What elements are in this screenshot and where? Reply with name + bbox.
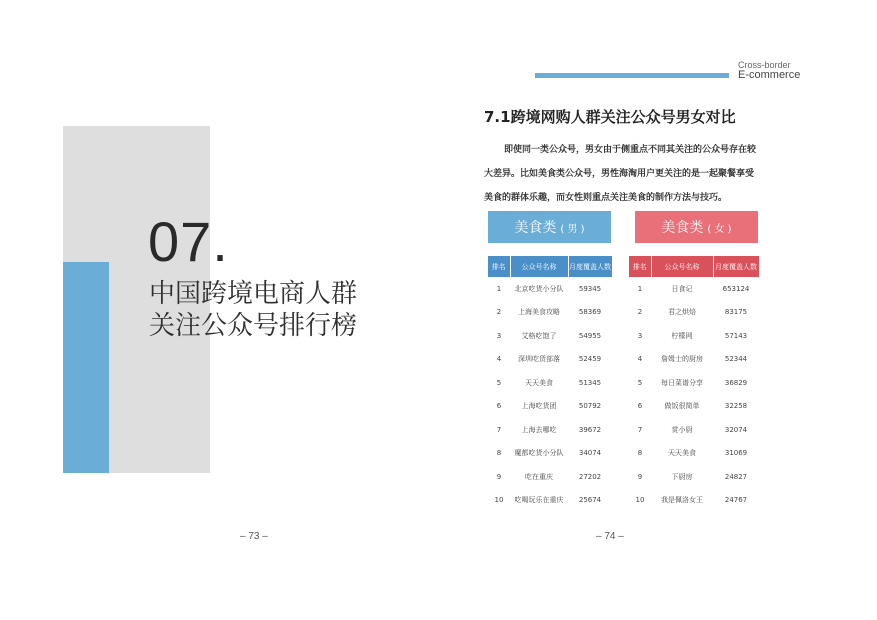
- header-monthly-coverage: 月度覆盖人数: [713, 256, 759, 277]
- table-row: [488, 277, 612, 301]
- rank-cell: 10: [494, 496, 504, 505]
- table-row: [488, 442, 612, 466]
- male-ranking-table: [488, 256, 613, 512]
- table-row: [629, 301, 759, 325]
- male-category-label: 美食类: [514, 220, 557, 236]
- account-name-cell: 君之烘焙: [668, 308, 696, 317]
- account-name-cell: 詹姆士的厨房: [661, 355, 703, 364]
- page-number-left: – 73 –: [240, 531, 268, 542]
- coverage-cell: 34074: [578, 449, 602, 458]
- female-category-box: [635, 211, 758, 243]
- header-rank: 排名: [629, 256, 651, 277]
- header-account-name: 公众号名称: [510, 256, 568, 277]
- account-name-cell: 赏小厨: [671, 425, 693, 434]
- account-name-cell: 柠檬网: [671, 331, 693, 340]
- header-accent-line: [535, 73, 729, 78]
- header-rank: 排名: [488, 256, 510, 277]
- header-big-text: E-commerce: [738, 69, 801, 81]
- coverage-cell: 31069: [724, 449, 748, 458]
- rank-cell: 8: [637, 449, 643, 458]
- table-row: [629, 489, 759, 513]
- chapter-blue-block: [63, 262, 109, 473]
- male-category-box: [488, 211, 611, 243]
- coverage-cell: 54955: [578, 331, 602, 340]
- paragraph-line: 大差异。比如美食类公众号，男性海淘用户更关注的是一起聚餐享受: [484, 169, 755, 179]
- coverage-cell: 24767: [724, 496, 748, 505]
- table-row: [629, 324, 759, 348]
- account-name-cell: 上海去哪吃: [521, 425, 557, 434]
- coverage-cell: 51345: [578, 378, 602, 387]
- rank-cell: 7: [637, 425, 643, 434]
- account-name-cell: 上海吃货团: [521, 402, 557, 411]
- account-name-cell: 吃在重庆: [525, 472, 553, 481]
- table-header-row: [488, 256, 612, 277]
- account-name-cell: 日食记: [671, 284, 693, 293]
- rank-cell: 5: [496, 378, 502, 387]
- female-category-label: 美食类: [661, 220, 704, 236]
- coverage-cell: 36829: [724, 378, 748, 387]
- rank-cell: 6: [496, 402, 502, 411]
- female-tag: ( 女 ): [707, 223, 732, 235]
- rank-cell: 7: [496, 425, 502, 434]
- rank-cell: 2: [496, 308, 502, 317]
- table-row: [629, 371, 759, 395]
- header-small-text: Cross-border: [738, 60, 791, 70]
- account-name-cell: 天天美食: [525, 378, 553, 387]
- account-name-cell: 下厨房: [671, 472, 693, 481]
- coverage-cell: 52459: [578, 355, 602, 364]
- table-row: [488, 301, 612, 325]
- rank-cell: 2: [637, 308, 643, 317]
- coverage-cell: 32258: [724, 402, 748, 411]
- paragraph-line: 美食的群体乐趣，而女性则重点关注美食的制作方法与技巧。: [484, 193, 728, 203]
- page-number-right: – 74 –: [596, 531, 624, 542]
- account-name-cell: 深圳吃货部落: [518, 355, 560, 364]
- coverage-cell: 50792: [578, 402, 602, 411]
- account-name-cell: 艾格吃饱了: [521, 331, 557, 340]
- coverage-cell: 57143: [724, 331, 748, 340]
- account-name-cell: 做饭很简单: [664, 402, 700, 411]
- coverage-cell: 27202: [578, 472, 602, 481]
- rank-cell: 5: [637, 378, 643, 387]
- table-row: [629, 418, 759, 442]
- table-row: [629, 395, 759, 419]
- coverage-cell: 58369: [578, 308, 602, 317]
- chapter-title-line2: 关注公众号排行榜: [149, 311, 358, 341]
- table-row: [629, 348, 759, 372]
- account-name-cell: 上海美食攻略: [518, 308, 560, 317]
- coverage-cell: 25674: [578, 496, 602, 505]
- coverage-cell: 83175: [724, 308, 748, 317]
- account-name-cell: 魔都吃货小分队: [514, 449, 564, 458]
- male-tag: ( 男 ): [560, 223, 585, 235]
- section-title: 7.1跨境网购人群关注公众号男女对比: [484, 108, 736, 126]
- rank-cell: 4: [637, 355, 643, 364]
- rank-cell: 10: [635, 496, 645, 505]
- section-paragraph: [484, 138, 784, 210]
- chapter-title: [149, 278, 357, 342]
- female-ranking-table: [629, 256, 760, 512]
- table-row: [488, 465, 612, 489]
- table-row: [488, 324, 612, 348]
- coverage-cell: 52344: [724, 355, 748, 364]
- rank-cell: 1: [496, 284, 502, 293]
- coverage-cell: 24827: [724, 472, 748, 481]
- table-row: [488, 418, 612, 442]
- rank-cell: 8: [496, 449, 502, 458]
- chapter-title-line1: 中国跨境电商人群: [149, 279, 358, 309]
- account-name-cell: 天天美食: [668, 449, 696, 458]
- chapter-number: 07.: [148, 210, 229, 273]
- table-header-row: [629, 256, 759, 277]
- table-row: [629, 442, 759, 466]
- rank-cell: 4: [496, 355, 502, 364]
- coverage-cell: 59345: [578, 284, 602, 293]
- rank-cell: 9: [496, 472, 502, 481]
- account-name-cell: 每日菜谱分享: [661, 378, 703, 387]
- header-account-name: 公众号名称: [651, 256, 713, 277]
- rank-cell: 9: [637, 472, 643, 481]
- header-monthly-coverage: 月度覆盖人数: [568, 256, 612, 277]
- coverage-cell: 39672: [578, 425, 602, 434]
- table-row: [629, 277, 759, 301]
- account-name-cell: 吃喝玩乐在重庆: [514, 496, 564, 505]
- table-row: [488, 395, 612, 419]
- rank-cell: 3: [496, 331, 502, 340]
- table-row: [488, 489, 612, 513]
- account-name-cell: 北京吃货小分队: [514, 284, 564, 293]
- coverage-cell: 653124: [722, 284, 750, 293]
- table-row: [629, 465, 759, 489]
- table-row: [488, 371, 612, 395]
- account-name-cell: 我是佩洛女王: [661, 496, 703, 505]
- table-row: [488, 348, 612, 372]
- paragraph-line: 即使同一类公众号，男女由于侧重点不同其关注的公众号存在较: [504, 145, 757, 155]
- rank-cell: 3: [637, 331, 643, 340]
- rank-cell: 1: [637, 284, 643, 293]
- coverage-cell: 32074: [724, 425, 748, 434]
- rank-cell: 6: [637, 402, 643, 411]
